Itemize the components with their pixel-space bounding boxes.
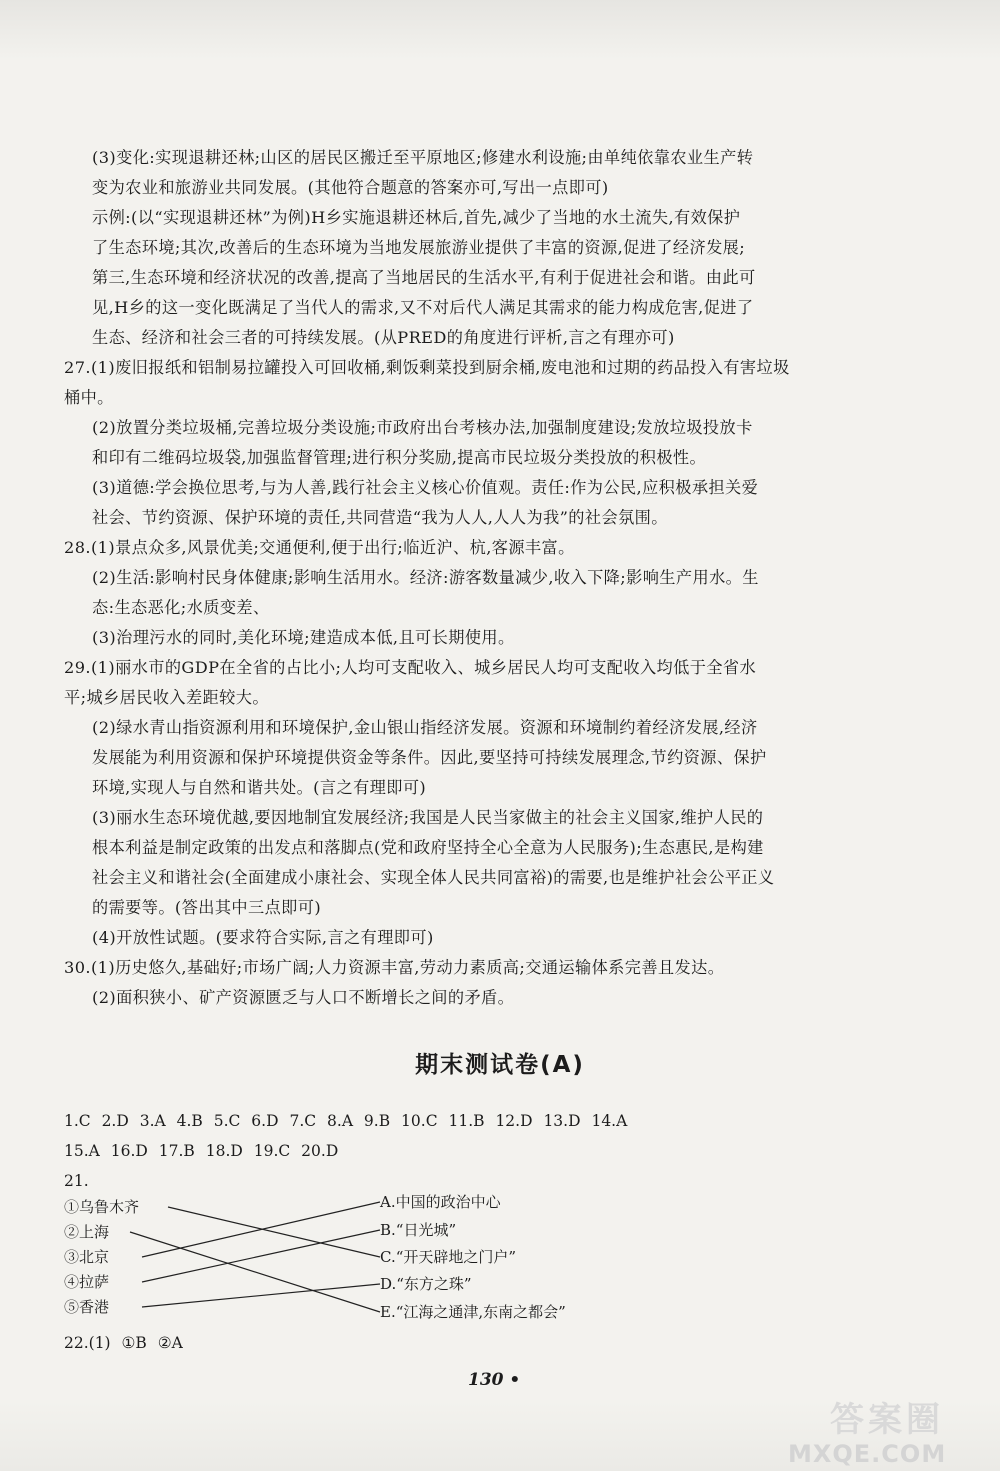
q28-line-3: 态:生态恶化;水质变差、 (92, 598, 270, 617)
q26-line-4: 了生态环境;其次,改善后的生态环境为当地发展旅游业提供了丰富的资源,促进了经济发展; (92, 238, 746, 257)
q29-line-8: 社会主义和谐社会(全面建成小康社会、实现全体人民共同富裕)的需要,也是维护社会公平正义 (92, 868, 775, 887)
match-line-1 (168, 1207, 380, 1257)
q22-answer: 22.(1) ①B ②A (64, 1334, 183, 1352)
q28-line-2: (2)生活:影响村民身体健康;影响生活用水。经济:游客数量减少,收入下降;影响生产用水。生 (92, 568, 759, 587)
match-left-2: ②上海 (64, 1223, 110, 1241)
answers-row-1: 1.C 2.D 3.A 4.B 5.C 6.D 7.C 8.A 9.B 10.C 11.B 12.D 13.D 14.A (64, 1112, 628, 1130)
q29-line-6: (3)丽水生态环境优越,要因地制宜发展经济;我国是人民当家做主的社会主义国家,维护人民的 (92, 808, 764, 827)
q29-line-2: 平;城乡居民收入差距较大。 (64, 688, 269, 707)
match-line-5 (142, 1284, 380, 1307)
match-left-4: ④拉萨 (64, 1273, 110, 1291)
page-number: 130 • (468, 1370, 521, 1390)
q30-line-2: (2)面积狭小、矿产资源匮乏与人口不断增长之间的矛盾。 (92, 988, 515, 1007)
section-title: 期末测试卷(A) (415, 1052, 585, 1078)
q27-line-6: 社会、节约资源、保护环境的责任,共同营造“我为人人,人人为我”的社会氛围。 (92, 508, 668, 527)
q27-line-2: 桶中。 (64, 388, 114, 407)
q28-line-4: (3)治理污水的同时,美化环境;建造成本低,且可长期使用。 (92, 628, 515, 647)
q27-line-3: (2)放置分类垃圾桶,完善垃圾分类设施;市政府出台考核办法,加强制度建设;发放垃圾投放卡 (92, 418, 753, 437)
q29-line-1: 29.(1)丽水市的GDP在全省的占比小;人均可支配收入、城乡居民人均可支配收入均低于全省水 (64, 658, 757, 677)
watermark-logo (780, 1392, 990, 1468)
q29-line-10: (4)开放性试题。(要求符合实际,言之有理即可) (92, 928, 434, 947)
q26-line-1: (3)变化:实现退耕还林;山区的居民区搬迁至平原地区;修建水利设施;由单纯依靠农业生产转 (92, 148, 754, 167)
q30-line-1: 30.(1)历史悠久,基础好;市场广阔;人力资源丰富,劳动力素质高;交通运输体系完善且发达。 (64, 958, 725, 977)
q26-line-3: 示例:(以“实现退耕还林”为例)H乡实施退耕还林后,首先,减少了当地的水土流失,有效保护 (92, 208, 741, 227)
q28-line-1: 28.(1)景点众多,风景优美;交通便利,便于出行;临近沪、杭,客源丰富。 (64, 538, 575, 557)
match-left-5: ⑤香港 (64, 1298, 110, 1316)
answers-row-2: 15.A 16.D 17.B 18.D 19.C 20.D (64, 1142, 339, 1160)
match-right-e: E.“江海之通津,东南之都会” (380, 1303, 566, 1321)
match-right-a: A.中国的政治中心 (380, 1193, 501, 1211)
watermark-bottom-text: MXQE.COM (788, 1440, 947, 1468)
q26-line-5: 第三,生态环境和经济状况的改善,提高了当地居民的生活水平,有利于促进社会和谐。由此可 (92, 268, 756, 287)
q27-line-5: (3)道德:学会换位思考,与为人善,践行社会主义核心价值观。责任:作为公民,应积极承担关爱 (92, 478, 759, 497)
q29-line-7: 根本利益是制定政策的出发点和落脚点(党和政府坚持全心全意为人民服务);生态惠民,是构建 (92, 838, 764, 857)
match-left-3: ③北京 (64, 1248, 110, 1266)
q26-line-7: 生态、经济和社会三者的可持续发展。(从PRED的角度进行评析,言之有理亦可) (92, 328, 675, 347)
q27-line-4: 和印有二维码垃圾袋,加强监督管理;进行积分奖励,提高市民垃圾分类投放的积极性。 (92, 448, 707, 467)
q29-line-9: 的需要等。(答出其中三点即可) (92, 898, 322, 917)
q29-line-3: (2)绿水青山指资源利用和环境保护,金山银山指经济发展。资源和环境制约着经济发展,经济 (92, 718, 758, 737)
q21-label: 21. (64, 1172, 89, 1190)
match-line-2 (130, 1232, 380, 1312)
match-right-c: C.“开天辟地之门户” (380, 1248, 517, 1266)
q29-line-4: 发展能为利用资源和保护环境提供资金等条件。因此,要坚持可持续发展理念,节约资源、保护 (92, 748, 767, 767)
q26-line-6: 见,H乡的这一变化既满足了当代人的需求,又不对后代人满足其需求的能力构成危害,促进了 (92, 298, 754, 317)
match-right-d: D.“东方之珠” (380, 1275, 472, 1293)
q27-line-1: 27.(1)废旧报纸和铝制易拉罐投入可回收桶,剩饭剩菜投到厨余桶,废电池和过期的药品投入有害垃圾 (64, 358, 790, 377)
q29-line-5: 环境,实现人与自然和谐共处。(言之有理即可) (92, 778, 427, 797)
watermark-top-text: 答案圈 (830, 1400, 944, 1440)
match-right-b: B.“日光城” (380, 1221, 457, 1239)
match-left-1: ①乌鲁木齐 (64, 1198, 140, 1216)
q26-line-2: 变为农业和旅游业共同发展。(其他符合题意的答案亦可,写出一点即可) (92, 178, 609, 197)
